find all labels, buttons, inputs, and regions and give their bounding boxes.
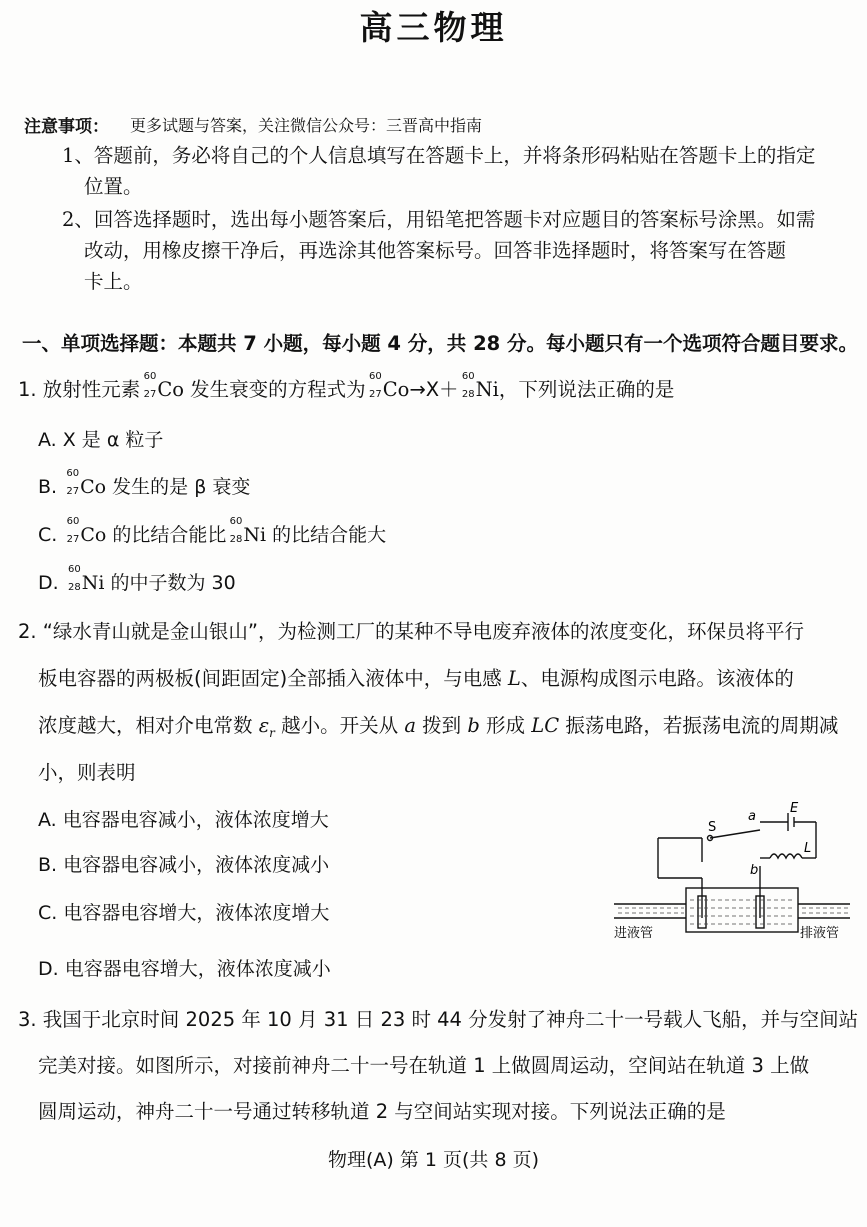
q2-option-a: A. 电容器电容减小，液体浓度增大 (38, 809, 329, 831)
label-l: L (804, 841, 812, 856)
notice-item-1-line-2: 位置。 (84, 175, 143, 198)
q1-option-c: C. 60 27 Co 的比结合能比 60 28 Ni 的比结合能大 (38, 516, 387, 546)
q2-line-3: 浓度越大，相对介电常数 $\varepsilon_r$ 越小。开关从 a 拨到 b 形成 LC 振荡电路，若振荡电流的周期减 (38, 714, 839, 740)
q2-line-2: 板电容器的两极板(间距固定)全部插入液体中，与电感 L、电源构成图示电路。该液体的 (38, 667, 794, 690)
q1-stem: 1. 放射性元素 60 27 Co 发生衰变的方程式为 60 27 Co→X＋ 60 28 Ni，下列说法正确的是 (18, 371, 675, 401)
q2-option-d: D. 电容器电容增大，液体浓度减小 (38, 958, 331, 980)
notice-item-2-line-3: 卡上。 (84, 270, 143, 293)
q1-option-d: D. 60 28 Ni 的中子数为 30 (38, 564, 236, 594)
q3-line-1: 3. 我国于北京时间 2025 年 10 月 31 日 23 时 44 分发射了神舟二十一号载人飞船，并与空间站 (18, 1008, 859, 1031)
ni-isotope: 60 28 (461, 371, 475, 400)
notice-item-1-line-1: 1、答题前，务必将自己的个人信息填写在答题卡上，并将条形码粘贴在答题卡上的指定 (62, 144, 816, 167)
lc-circuit-figure (610, 800, 855, 940)
co-isotope: 60 27 (143, 371, 157, 400)
section-heading: 一、单项选择题：本题共 7 小题，每小题 4 分，共 28 分。每小题只有一个选项符合题目要求。 (22, 332, 859, 355)
notice-extra: 更多试题与答案，关注微信公众号：三晋高中指南 (130, 116, 483, 135)
q3-line-2: 完美对接。如图所示，对接前神舟二十一号在轨道 1 上做圆周运动，空间站在轨道 3 上做 (38, 1054, 810, 1077)
q2-option-c: C. 电容器电容增大，液体浓度增大 (38, 902, 330, 924)
q3-line-3: 圆周运动，神舟二十一号通过转移轨道 2 与空间站实现对接。下列说法正确的是 (38, 1100, 726, 1123)
label-e: E (790, 801, 799, 816)
label-s: S (708, 820, 717, 835)
q2-line-1: 2. “绿水青山就是金山银山”，为检测工厂的某种不导电废弃液体的浓度变化，环保员将平行 (18, 620, 805, 643)
notice-item-2-line-2: 改动，用橡皮擦干净后，再选涂其他答案标号。回答非选择题时，将答案写在答题 (84, 239, 787, 262)
notice-label: 注意事项： (24, 117, 109, 137)
label-inlet: 进液管 (614, 926, 654, 940)
q2-line-4: 小，则表明 (38, 761, 136, 784)
page-title: 高三物理 (359, 8, 508, 47)
label-b: b (750, 863, 759, 878)
q2-option-b: B. 电容器电容减小，液体浓度减小 (38, 854, 330, 876)
page-footer: 物理(A) 第 1 页(共 8 页) (327, 1149, 540, 1171)
label-a: a (748, 809, 756, 824)
q1-option-b: B. 60 27 Co 发生的是 β 衰变 (38, 468, 251, 498)
label-outlet: 排液管 (800, 926, 840, 940)
notice-item-2-line-1: 2、回答选择题时，选出每小题答案后，用铅笔把答题卡对应题目的答案标号涂黑。如需 (62, 208, 816, 231)
q1-option-a: A. X 是 α 粒子 (38, 429, 164, 451)
